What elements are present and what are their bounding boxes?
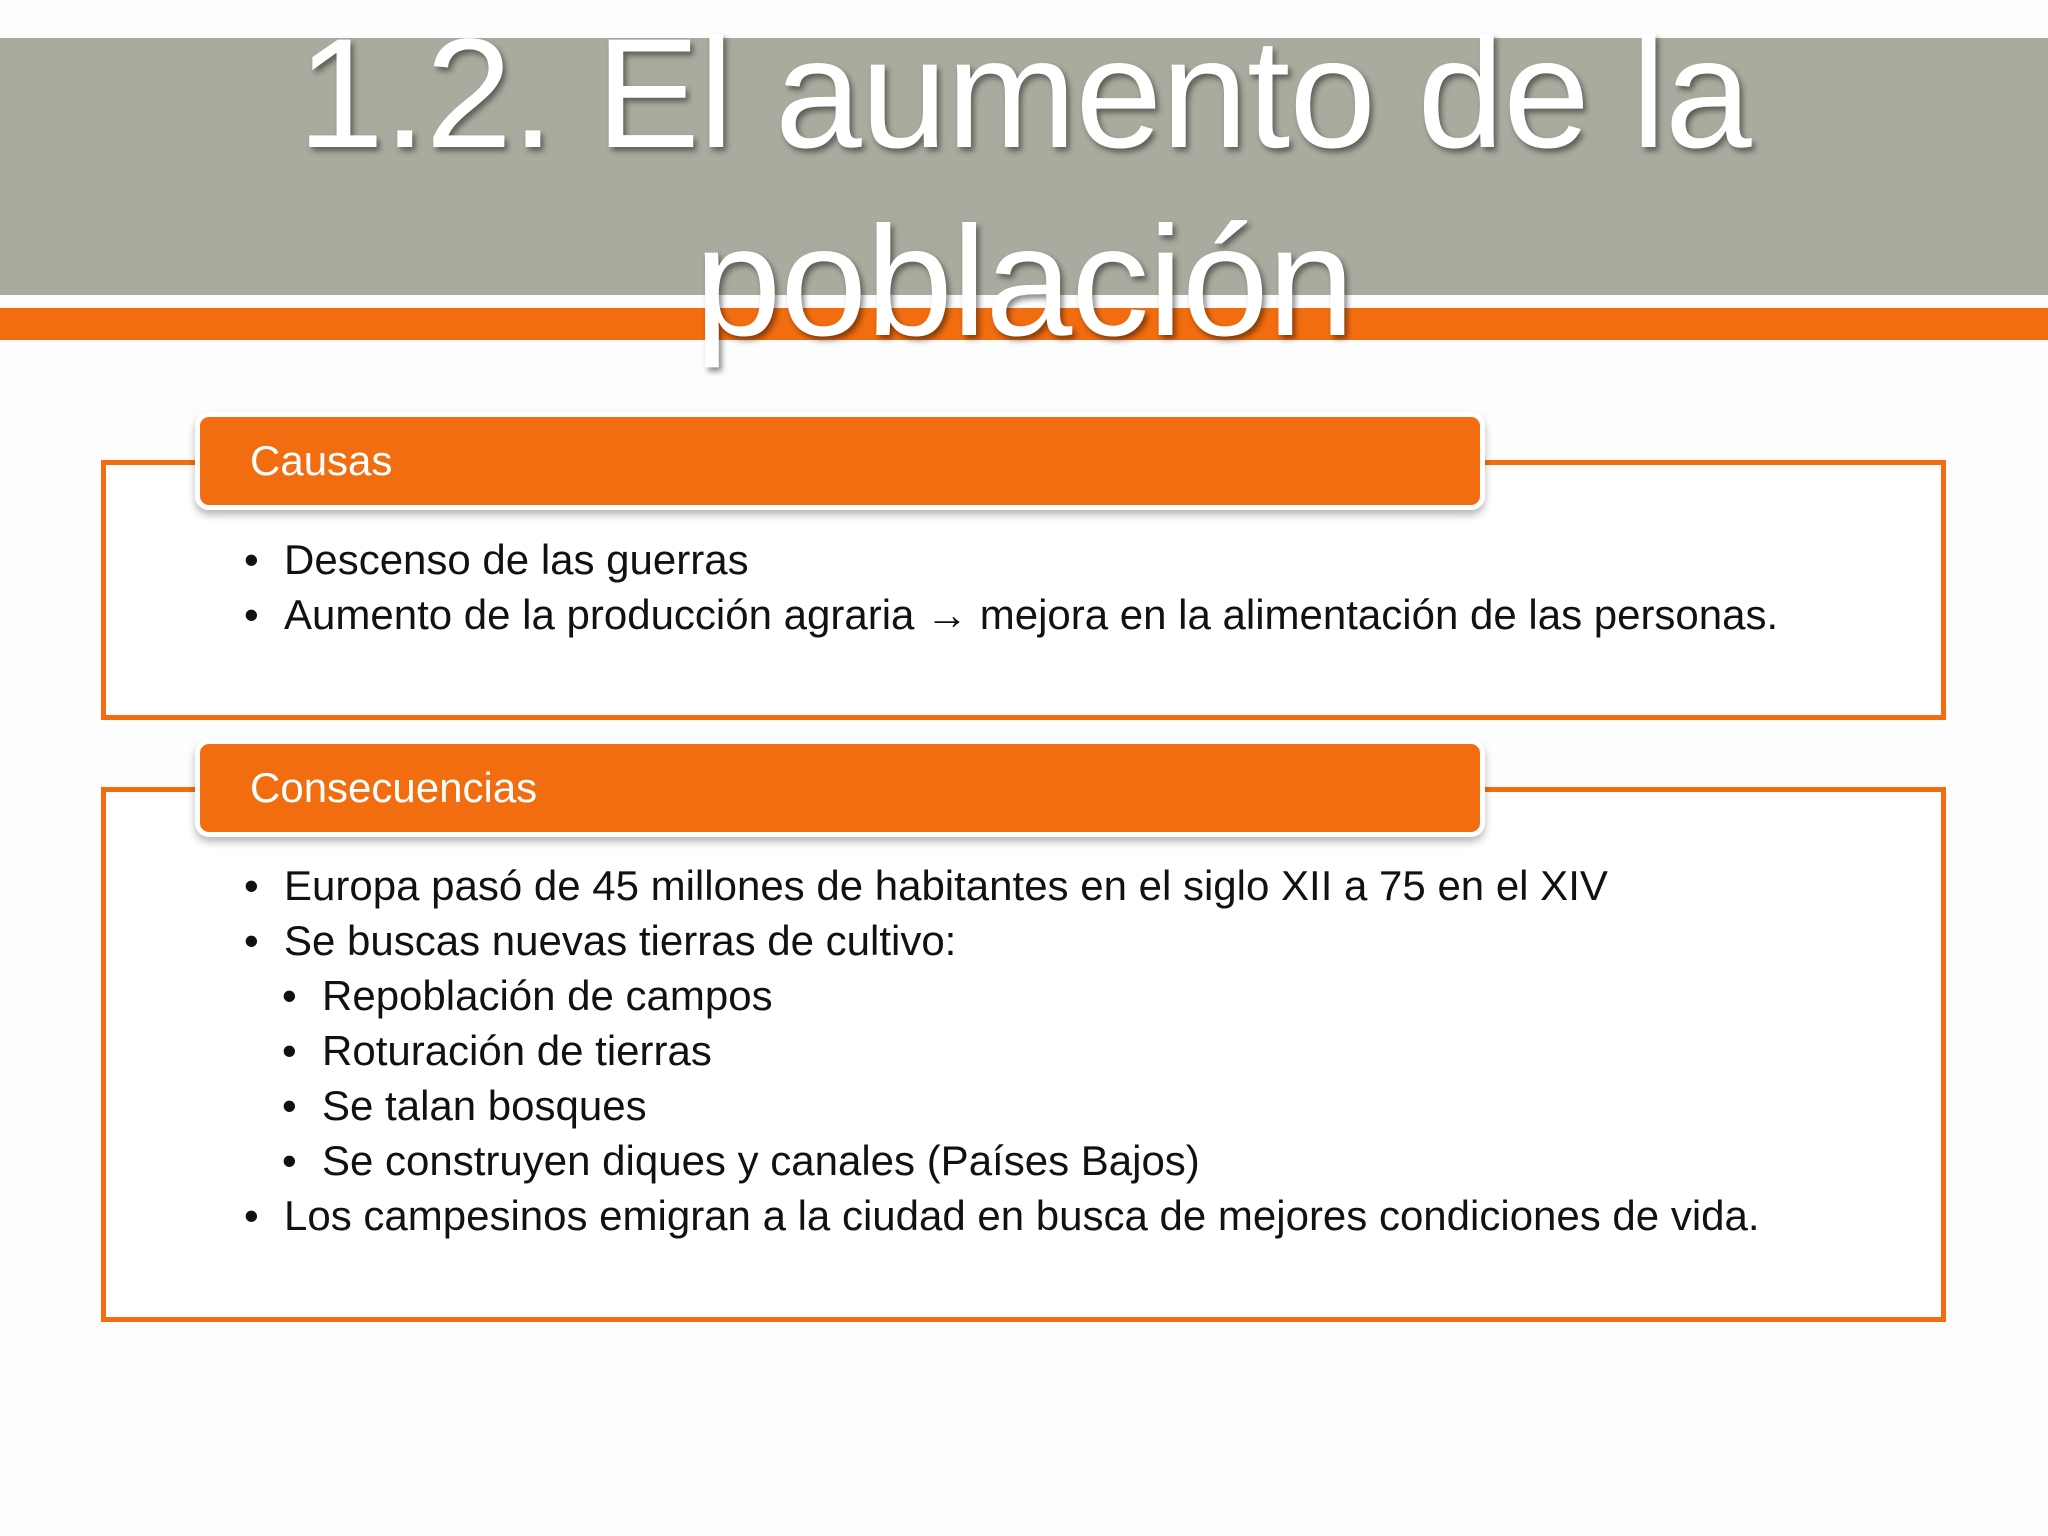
causas-list — [242, 536, 1882, 646]
slide-title: 1.2. El aumento de la población — [297, 7, 1751, 369]
sub-list-item: • Roturación de tierras — [280, 1027, 1882, 1075]
consecuencias-list — [242, 862, 1882, 1247]
sub-list-item: • Repoblación de campos — [280, 972, 1882, 1020]
list-item: • Aumento de la producción agraria → mejora en la alimentación de las personas. — [242, 591, 1882, 639]
list-item: • Los campesinos emigran a la ciudad en busca de mejores condiciones de vida. — [242, 1192, 1882, 1240]
list-item: • Descenso de las guerras — [242, 536, 1882, 584]
list-item: • Se buscas nuevas tierras de cultivo: — [242, 917, 1882, 965]
sub-list-item: • Se talan bosques — [280, 1082, 1882, 1130]
list-item: • Europa pasó de 45 millones de habitantes en el siglo XII a 75 en el XIV — [242, 862, 1882, 910]
consecuencias-header: Consecuencias — [195, 739, 1485, 837]
sub-list-item: • Se construyen diques y canales (Países Bajos) — [280, 1137, 1882, 1185]
causas-header: Causas — [195, 412, 1485, 510]
